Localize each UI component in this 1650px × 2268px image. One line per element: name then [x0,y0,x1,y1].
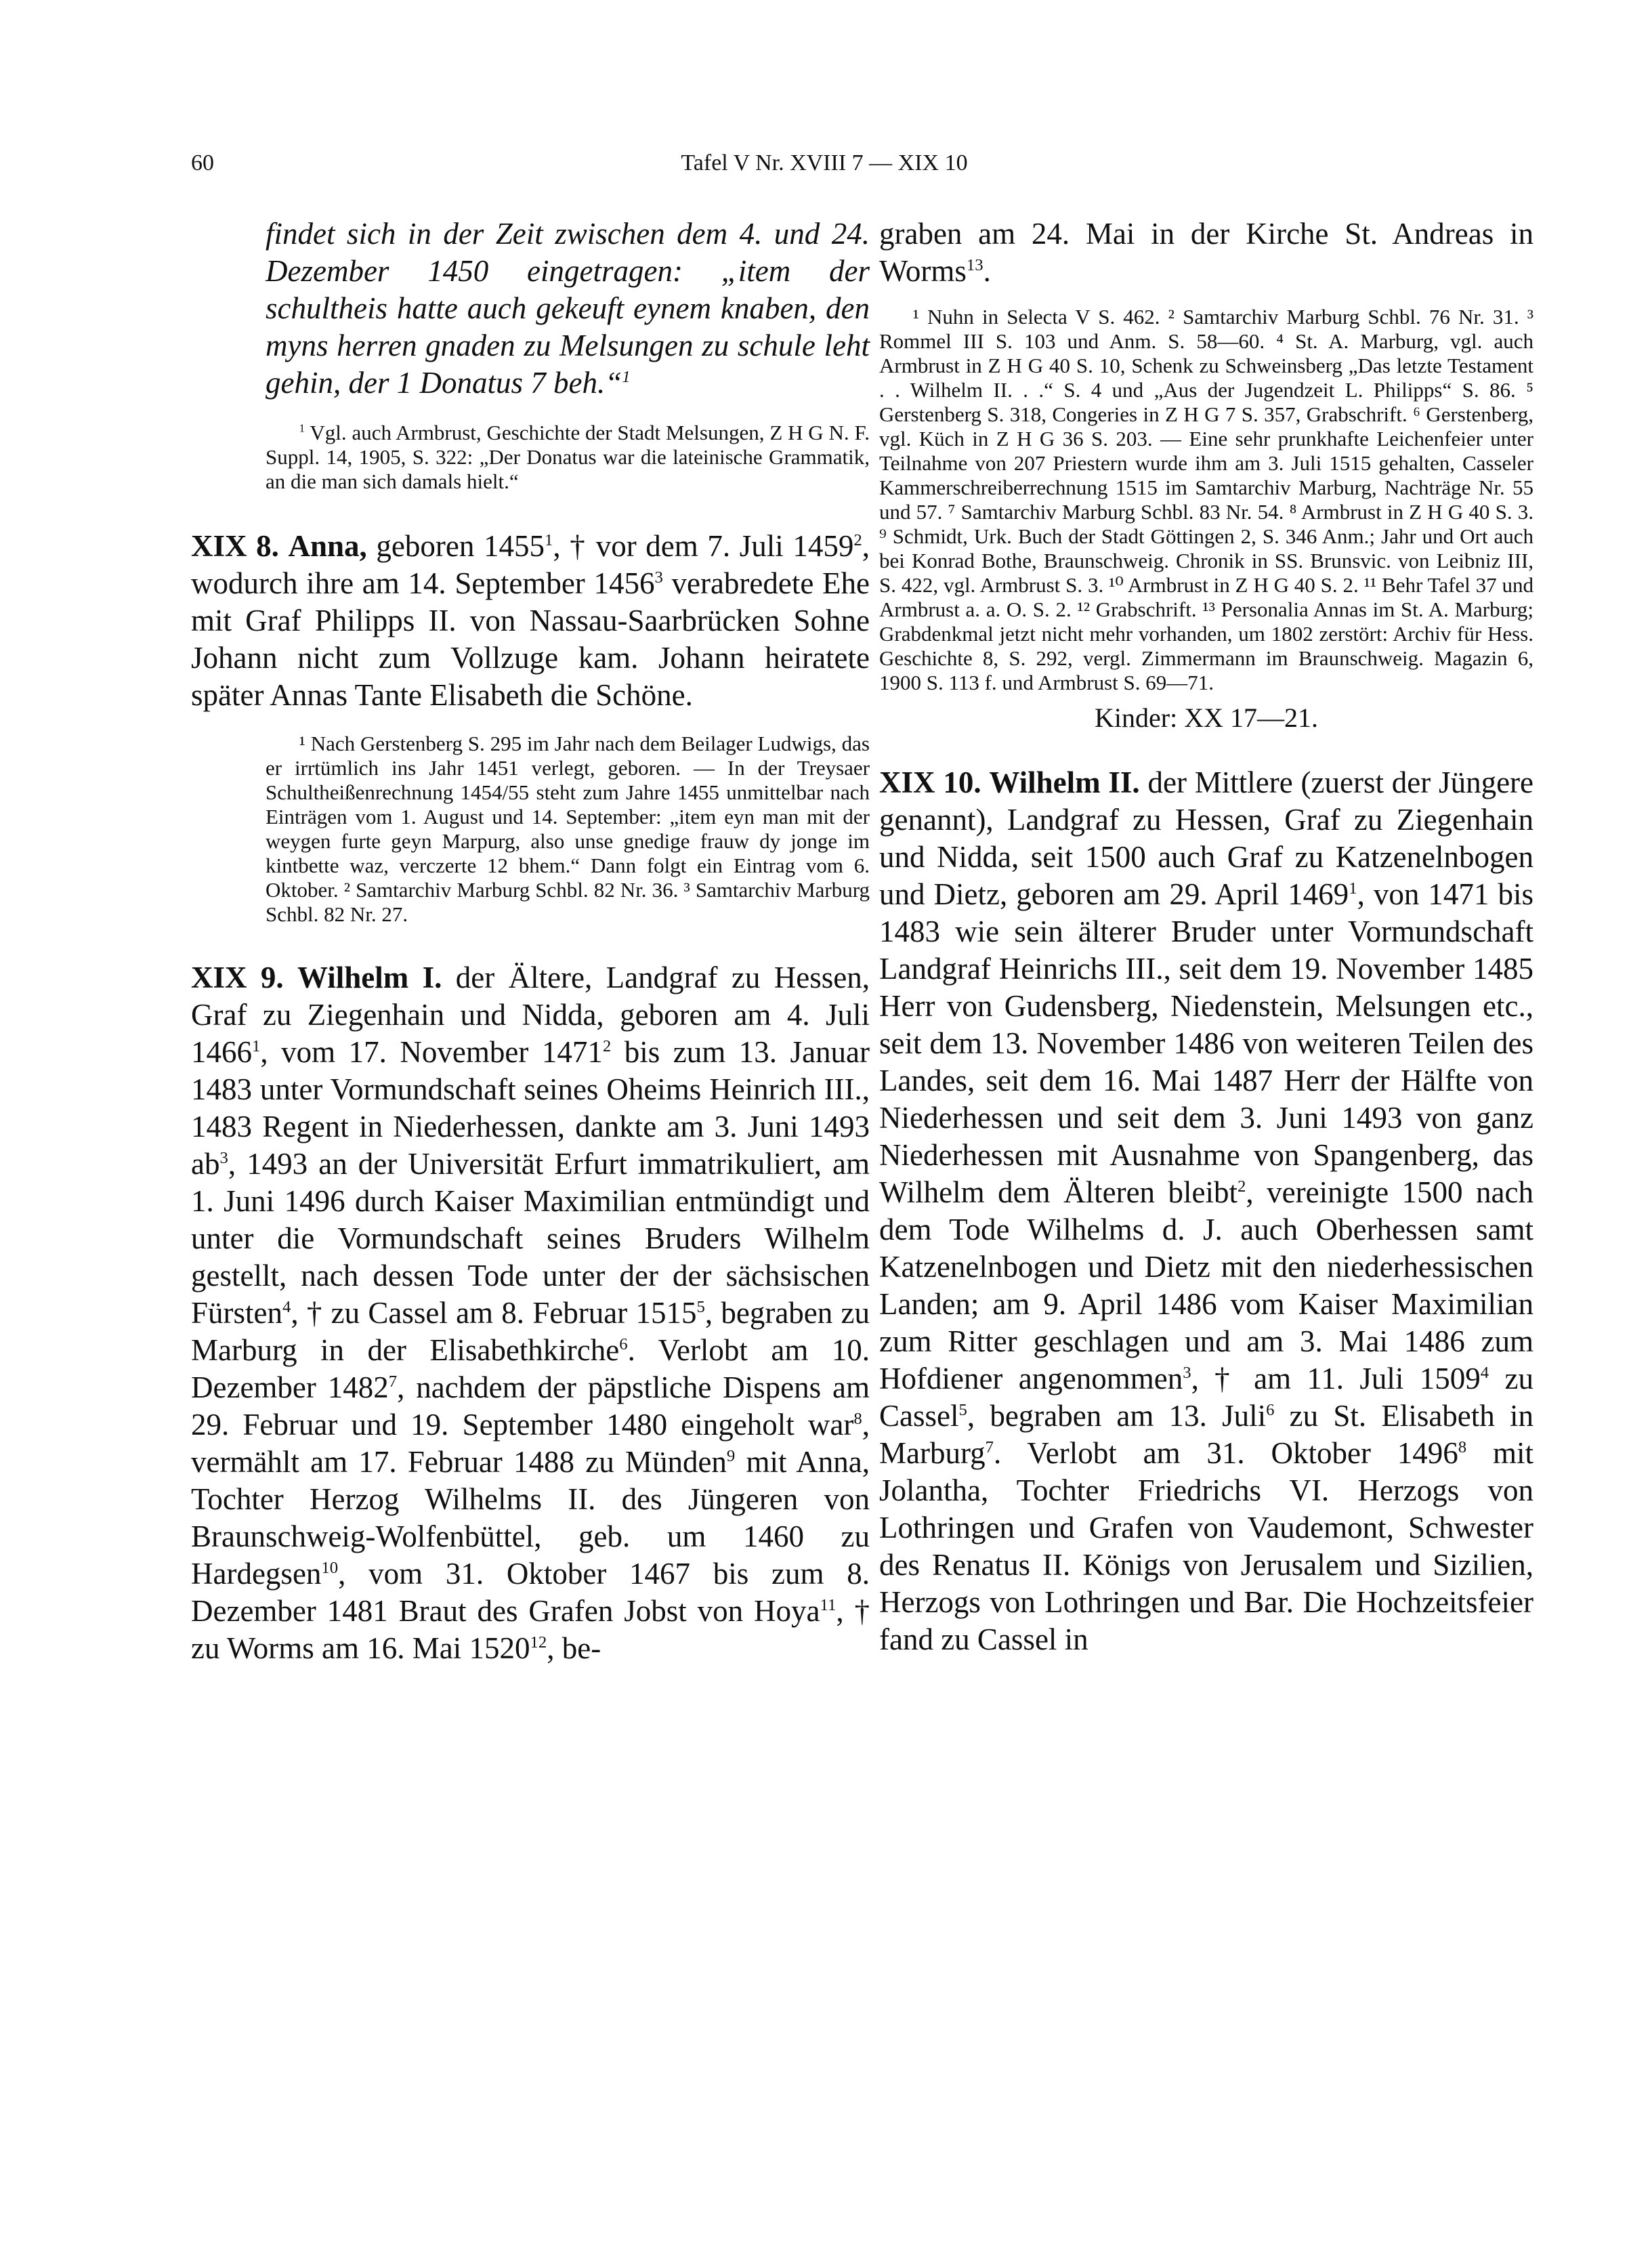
entry-text: bis zum 13. Januar 1483 unter Vormundschaft seines Oheims Heinrich III., 1483 Regent in Niederhessen, dankte am 3. Juni 1493 ab [191,1035,870,1181]
right-column [879,215,1533,1658]
entry-number: XIX 9. [191,961,284,994]
entry-text: zu Cassel [879,1362,1534,1433]
intro-text: findet sich in der Zeit zwischen dem 4. und 24. Dezember 1450 eingetragen: „item der schultheis hatte auch gekeuft eynem knaben, den myns herren gnaden zu Melsungen zu schule leht gehin, der 1 Donatus 7 beh.“ [266,217,870,400]
footnote-ref: 10 [321,1559,339,1577]
footnote-ref: 9 [726,1447,736,1465]
entry-name: Anna, [288,529,367,563]
footnote-ref: 7 [388,1372,398,1391]
entry-text: , begraben am 13. Juli [967,1399,1267,1433]
entry-text: , vereinigte 1500 nach dem Tode Wilhelms d. J. auch Oberhessen samt Katzenelnbogen und Dietz mit den niederhessischen Landen; am 9. April 1486 vom Kaiser Maximilian zum Ritter geschlagen und am 3. Mai 1486 zum Hofdiener angenommen [879,1175,1533,1395]
entry-text: , † zu Worms am 16. Mai 1520 [191,1594,870,1665]
entry-xix9 [191,959,870,1667]
footnote-ref: 7 [985,1438,994,1456]
footnote-ref: 3 [219,1149,228,1167]
footnote-ref: 11 [820,1596,837,1614]
footnote-ref: 1 [544,531,553,549]
entry-text: , † zu Cassel am 8. Februar 1515 [291,1296,697,1330]
footnote-ref: 5 [958,1401,967,1419]
entry-text: , † vor dem 7. Juli 1459 [553,529,854,563]
entry-text: zu St. Elisabeth in Marburg [879,1399,1533,1470]
entry-text: verabredete Ehe mit Graf Philipps II. von Nassau-Saarbrücken Sohne Johann nicht zum Vollzuge kam. Johann heiratete später Annas Tante Elisabeth die Schöne. [191,566,870,712]
footnote-ref: 2 [853,531,862,549]
entry-text: . Verlobt am 31. Oktober 1496 [994,1436,1458,1470]
entry-text: , von 1471 bis 1483 wie sein älterer Bruder unter Vormundschaft Landgraf Heinrichs III., seit dem 19. November 1485 Herr von Gudensberg, Niedenstein, Melsungen etc., seit dem 13. November 1486 von weiteren Teilen des Landes, seit dem 16. Mai 1487 Herr der Hälfte von Niederhessen und seit dem 3. Juni 1493 von ganz Niederhessen mit Ausnahme von Spangenberg, das Wilhelm dem Älteren bleibt [879,877,1533,1209]
entry-text: . [983,254,991,288]
entry-text: , 1493 an der Universität Erfurt immatrikuliert, am 1. Juni 1496 durch Kaiser Maximilian entmündigt und unter die Vormundschaft seines Bruders Wilhelm gestellt, nach dessen Tode unter der der sächsischen Fürsten [191,1147,870,1330]
entry-text: graben am 24. Mai in der Kirche St. Andreas in Worms [879,217,1533,288]
children-reference: Kinder: XX 17—21. [1095,702,1318,733]
intro-paragraph [191,215,870,402]
footnote-ref: 5 [696,1298,705,1316]
left-column [191,215,870,1667]
page-header [191,150,1458,191]
running-title: Tafel V Nr. XVIII 7 — XIX 10 [681,150,968,175]
intro-footnote-marker: 1 [299,421,305,435]
entry-text: , vom 17. November 1471 [260,1035,603,1069]
entry-xix8 [191,528,870,714]
entry-number: XIX 8. [191,529,279,563]
footnotes-xix9: ¹ Nuhn in Selecta V S. 462. ² Samtarchiv Marburg Schbl. 76 Nr. 31. ³ Rommel III S. 103 und Anm. S. 58—60. ⁴ St. A. Marburg, vgl. auch Armbrust in Z H G 40 S. 10, Schenk zu Schweinsberg „Das letzte Testament . . Wilhelm II. . .“ S. 4 und „Aus der Jugendzeit L. Philipps“ S. 86. ⁵ Gerstenberg S. 318, Congeries in Z H G 7 S. 357, Grabschrift. ⁶ Gerstenberg, vgl. Küch in Z H G 36 S. 203. — Eine sehr prunkhafte Leichenfeier unter Teilnahme von 207 Priestern wurde ihm am 3. Juli 1515 gehalten, Casseler Kammerschreiberrechnung 1515 im Samtarchiv Marburg, Nachträge Nr. 55 und 57. ⁷ Samtarchiv Marburg Schbl. 83 Nr. 54. ⁸ Armbrust in Z H G 40 S. 3. ⁹ Schmidt, Urk. Buch der Stadt Göttingen 2, S. 346 Anm.; Jahr und Ort auch bei Konrad Bothe, Braunschweig. Chronik in SS. Brunsvic. von Leibniz III, S. 422, vgl. Armbrust S. 3. ¹⁰ Armbrust in Z H G 40 S. 2. ¹¹ Behr Tafel 37 und Armbrust a. a. O. S. 2. ¹² Grabschrift. ¹³ Personalia Annas im St. A. Marburg; Grabdenkmal jetzt nicht mehr vorhanden, um 1802 zerstört: Archiv für Hess. Geschichte 8, S. 292, vergl. Zimmermann im Braunschweig. Magazin 6, 1900 S. 113 f. und Armbrust S. 69—71. [879,305,1533,694]
entry-text: mit Jolantha, Tochter Friedrichs VI. Herzogs von Lothringen und Grafen von Vaudemont, Schwester des Renatus II. Königs von Jerusalem und Sizilien, Herzogs von Lothringen und Bar. Die Hochzeitsfeier fand zu Cassel in [879,1436,1533,1656]
footnote-ref: 3 [654,568,663,587]
entry-text: , begraben zu Marburg in der Elisabethkirche [191,1296,870,1367]
intro-footnote-ref: 1 [622,368,631,386]
footnote-ref: 4 [282,1298,291,1316]
footnotes-xix8: ¹ Nach Gerstenberg S. 295 im Jahr nach dem Beilager Ludwigs, das er irrtümlich ins Jahr 1451 verlegt, geboren. — In der Treysaer Schultheißenrechnung 1454/55 steht zum Jahre 1455 unmittelbar nach Einträgen vom 1. August und 14. September: „item eyn man mit der weygen furte geyn Marpurg, also unse gnedige frauw dy jonge im kintbette waz, verczerte 12 bhem.“ Dann folgt ein Eintrag vom 6. Oktober. ² Samtarchiv Marburg Schbl. 82 Nr. 36. ³ Samtarchiv Marburg Schbl. 82 Nr. 27. [266,732,870,926]
entry-text: , vermählt am 17. Februar 1488 zu Münden [191,1408,870,1479]
intro-footnote-text: Vgl. auch Armbrust, Geschichte der Stadt Melsungen, Z H G N. F. Suppl. 14, 1905, S. 322: „Der Donatus war die lateinische Grammatik, an die man sich damals hielt.“ [266,421,870,493]
entry-name: Wilhelm I. [297,961,442,994]
footnote-ref: 2 [1238,1177,1246,1196]
entry-name: Wilhelm II. [989,765,1140,799]
footnote-ref: 12 [530,1633,547,1652]
footnote-ref: 2 [602,1037,612,1055]
page-number: 60 [191,150,214,175]
footnote-ref: 8 [1458,1438,1467,1456]
footnote-ref: 1 [1349,879,1357,898]
entry-text: , be- [547,1631,601,1665]
entry-text: mit Anna, Tochter Herzog Wilhelms II. des Jüngeren von Braunschweig-Wolfenbüttel, geb. um 1460 zu Hardegsen [191,1445,870,1591]
intro-footnote [191,421,870,494]
continuation-paragraph [879,215,1533,290]
footnote-ref: 6 [619,1335,628,1353]
footnote-ref: 6 [1266,1401,1275,1419]
entry-text: . Verlobt am 10. Dezember 1482 [191,1333,870,1404]
entry-text: der Ältere, Landgraf zu Hessen, Graf zu Ziegenhain und Nidda, geboren am 4. Juli 1466 [191,961,870,1069]
entry-text: geboren 1455 [366,529,545,563]
footnote-ref: 4 [1480,1364,1489,1382]
entry-text: der Mittlere (zuerst der Jüngere genannt), Landgraf zu Hessen, Graf zu Ziegenhain und Nidda, seit 1500 auch Graf zu Katzenelnbogen und Dietz, geboren am 29. April 1469 [879,765,1534,911]
entry-text: , wodurch ihre am 14. September 1456 [191,529,870,600]
entry-text: , nachdem der päpstliche Dispens am 29. Februar und 19. September 1480 eingeholt war [191,1370,870,1442]
entry-xix10 [879,764,1533,1658]
entry-text: , † am 11. Juli 1509 [1191,1362,1481,1395]
footnote-ref: 13 [966,256,983,274]
entry-text: , vom 31. Oktober 1467 bis zum 8. Dezember 1481 Braut des Grafen Jobst von Hoya [191,1557,870,1628]
footnote-ref: 1 [252,1037,261,1055]
footnote-ref: 8 [853,1410,862,1428]
footnote-ref: 3 [1183,1364,1191,1382]
entry-number: XIX 10. [879,765,981,799]
